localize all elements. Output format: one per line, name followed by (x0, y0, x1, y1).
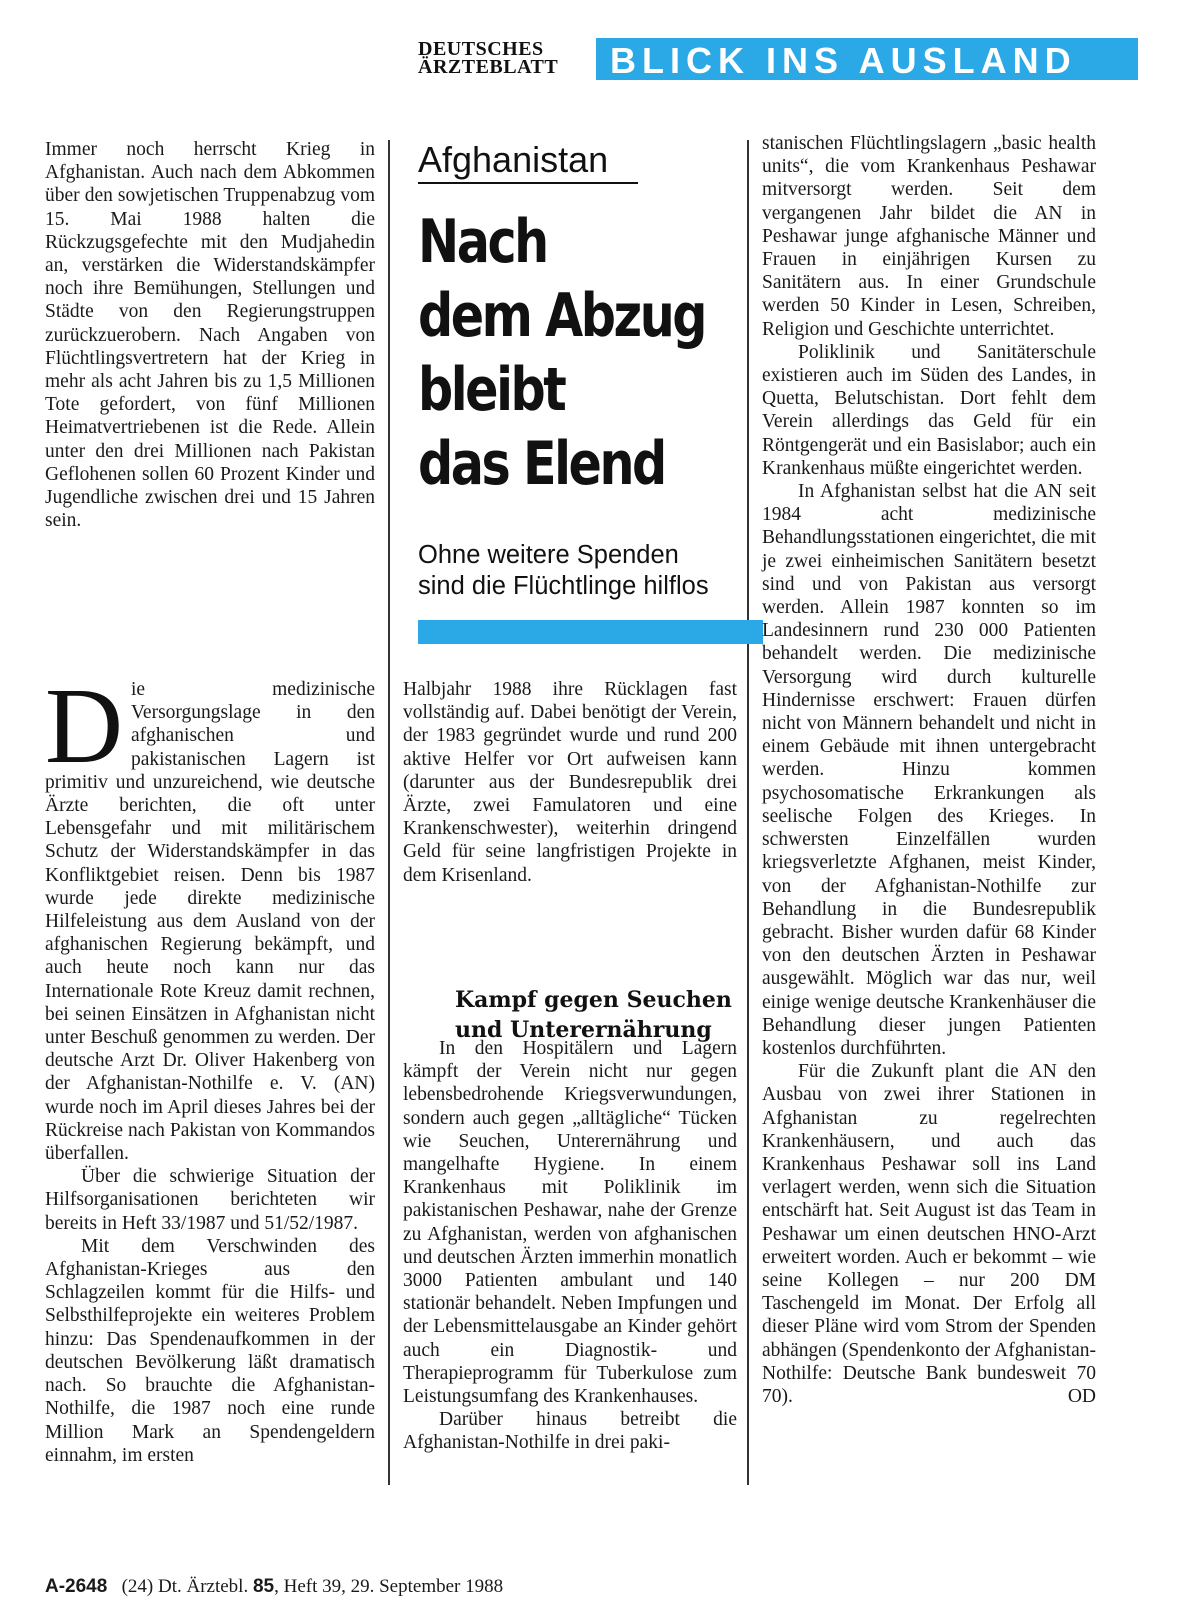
rubric-banner (596, 38, 1138, 80)
drop-cap: D (45, 667, 123, 786)
accent-bar (418, 620, 763, 644)
body-paragraph: Halbjahr 1988 ihre Rücklagen fast vollständig auf. Dabei benötigt der Verein, der 1983 gegründet wurde und rund 200 aktive Helfer vor Ort aufweisen kann (darunter aus der Bundesrepublik drei Ärzte, zwei Famulatoren und eine Krankenschwester), weiterhin dringend Geld für seine langfristigen Projekte in dem Krisenland. (403, 679, 737, 886)
headline-line-1: Nach (418, 207, 547, 277)
paragraph-text: ie medizinische Versorgungslage in den afghanischen und pakistanischen Lagern ist primitiv und unzureichend, wie deutsche Ärzte berichten, die oft unter Lebensgefahr und mit militärischem Schutz der Widerstandskämpfer in das Konfliktgebiet reisen. Denn bis 1987 wurde jede direkte medizinische Hilfeleistung aus dem Ausland von der afghanischen Regierung bekämpft, und auch heute noch kann nur das Internationale Rote Kreuz damit rechnen, bei seinen Einsätzen in Afghanistan nicht unter Beschuß genommen zu werden. Der deutsche Arzt Dr. Oliver Hakenberg von der Afghanistan-Nothilfe e. V. (AN) wurde noch im April dieses Jahres bei der Rückreise nach Pakistan von Kommandos überfallen. (45, 679, 375, 1165)
headline-line-4: das Elend (418, 429, 665, 499)
section-heading (455, 985, 755, 1045)
brand-line-1: DEUTSCHES (418, 38, 544, 60)
section-heading-line-1: Kampf gegen Seuchen (455, 987, 732, 1013)
citation-prefix: (24) Dt. Ärztebl. (121, 1576, 249, 1597)
subheadline (418, 540, 768, 602)
headline (418, 205, 705, 501)
rubric-label: BLICK INS AUSLAND (610, 40, 1077, 81)
body-column-3 (762, 132, 1096, 1408)
kicker: Afghanistan (418, 138, 638, 184)
citation-issue: , Heft 39, 29. September 1988 (274, 1576, 504, 1597)
body-paragraph: stanischen Flüchtlingslagern „basic health units“, die vom Krankenhaus Peshawar mitversorgt werden. Seit dem vergangenen Jahr bildet die AN in Peshawar junge afghanische Männer und Frauen in einjährigen Kursen zu Sanitätern aus. In einer Grundschule werden 50 Kinder in Lesen, Schreiben, Religion und Geschichte unterrichtet. (762, 133, 1096, 340)
paragraph-text: Für die Zukunft plant die AN den Ausbau von zwei ihrer Stationen in Afghanistan zu regelrechten Krankenhäusern, und auch das Krankenhaus Peshawar soll ins Land verlagert werden, wenn sich die Situation entschärft hat. Seit August ist das Team in Peshawar um einen deutschen HNO-Arzt erweitert worden. Auch er bekommt – wie seine Kollegen – nur 200 DM Taschengeld im Monat. Der Erfolg all dieser Pläne wird vom Strom der Spenden abhängen (Spendenkonto der Afghanistan-Nothilfe: Deutsche Bank bundesweit 70 70). (762, 1061, 1096, 1407)
body-paragraph: Darüber hinaus betreibt die Afghanistan-Nothilfe in drei paki- (403, 1409, 737, 1454)
body-paragraph (762, 1060, 1096, 1408)
column-divider-1 (388, 140, 390, 1485)
body-paragraph: In Afghanistan selbst hat die AN seit 1984 acht medizinische Behandlungsstationen eingerichtet, die mit je zwei einheimischen Sanitätern besetzt sind und von Pakistan aus versorgt werden. Allein 1987 konnten so im Landesinnern rund 230 000 Patienten behandelt werden. Die medizinische Versorgung wird durch kulturelle Hindernisse erschwert: Frauen dürfen nicht von Männern behandelt und nicht in einem Gebäude mit ihnen untergebracht werden. Hinzu kommen psychosomatische Erkrankungen als seelische Folgen des Krieges. In schwersten Einzelfällen wurden kriegsverletzte Afghanen, meist Kinder, von der Afghanistan-Nothilfe zur Behandlung in die Bundesrepublik gebracht. Bisher wurden dafür 68 Kinder von den deutschen Ärzten in Peshawar ausgewählt. Möglich war das nur, weil einige wenige deutsche Krankenhäuser die Behandlung dieser jungen Patienten kostenlos durchführten. (762, 481, 1096, 1059)
column-divider-2 (747, 140, 749, 1485)
author-signature: OD (1067, 1385, 1096, 1407)
intro-text (45, 138, 375, 532)
body-paragraph: Mit dem Verschwinden des Afghanistan-Krieges aus den Schlagzeilen kommt für die Hilfs- und Selbsthilfeprojekte ein weiteres Problem hinzu: Das Spendenaufkommen in der deutschen Bevölkerung läßt dramatisch nach. So brauchte die Afghanistan-Nothilfe, die 1987 noch eine runde Million Mark an Spendengeldern einnahm, im ersten (45, 1235, 375, 1466)
headline-line-3: bleibt (418, 355, 565, 425)
body-paragraph: Über die schwierige Situation der Hilfsorganisationen berichteten wir bereits in Heft 33/1987 und 51/52/1987. (45, 1166, 375, 1234)
subhead-line-2: sind die Flüchtlinge hilflos (418, 572, 709, 600)
intro-paragraph: Immer noch herrscht Krieg in Afghanistan. Auch nach dem Abkommen über den sowjetischen Truppenabzug vom 15. Mai 1988 halten die Rückzugsgefechte mit den Mudjahedin an, verstärken die Widerstandskämpfer noch ihre Bemühungen, Stellungen und Städte von den Regierungstruppen zurückzuerobern. Nach Angaben von Flüchtlingsvertretern hat der Krieg in mehr als acht Jahren bis zu 1,5 Millionen Tote gefordert, von fünf Millionen Heimatvertriebenen ist die Rede. Allein unter den drei Millionen nach Pakistan Geflohenen sollen 60 Prozent Kinder und Jugendliche zwischen drei und 15 Jahren sein. (45, 139, 375, 532)
brand-line-2: ÄRZTEBLATT (418, 56, 559, 78)
body-paragraph: In den Hospitälern und Lagern kämpft der Verein nicht nur gegen lebensbedrohende Kriegsverwundungen, sondern auch gegen „alltägliche“ Tücken wie Seuchen, Unterernährung und mangelhafte Hygiene. In einem Krankenhaus mit Poliklinik im pakistanischen Peshawar, nahe der Grenze zu Afghanistan, werden von afghanischen und deutschen Ärzten immerhin monatlich 3000 Patienten ambulant und 140 stationär behandelt. Neben Impfungen und der Lebensmittelausgabe an Kinder gehört auch ein Diagnostik- und Therapieprogramm für Tuberkulose zum Leistungsumfang des Krankenhauses. (403, 1038, 737, 1408)
section-heading-line-2: und Unterernährung (455, 1017, 712, 1043)
body-paragraph: Poliklinik und Sanitäterschule existieren auch im Süden des Landes, in Quetta, Belutschistan. Dort fehlt dem Verein allerdings das Geld für ein Röntgengerät und ein Basislabor; auch ein Krankenhaus müßte eingerichtet werden. (762, 341, 1096, 479)
headline-line-2: dem Abzug (418, 281, 706, 351)
subhead-line-1: Ohne weitere Spenden (418, 541, 679, 569)
citation-volume: 85 (252, 1576, 275, 1597)
body-column-2-lower (403, 1037, 737, 1455)
body-paragraph (45, 667, 375, 1165)
body-column-1 (45, 667, 375, 1467)
page-number: A-2648 (45, 1576, 108, 1597)
body-column-2 (403, 678, 737, 887)
page-footer (45, 1576, 503, 1598)
masthead (418, 38, 1138, 80)
journal-brand (418, 40, 588, 76)
